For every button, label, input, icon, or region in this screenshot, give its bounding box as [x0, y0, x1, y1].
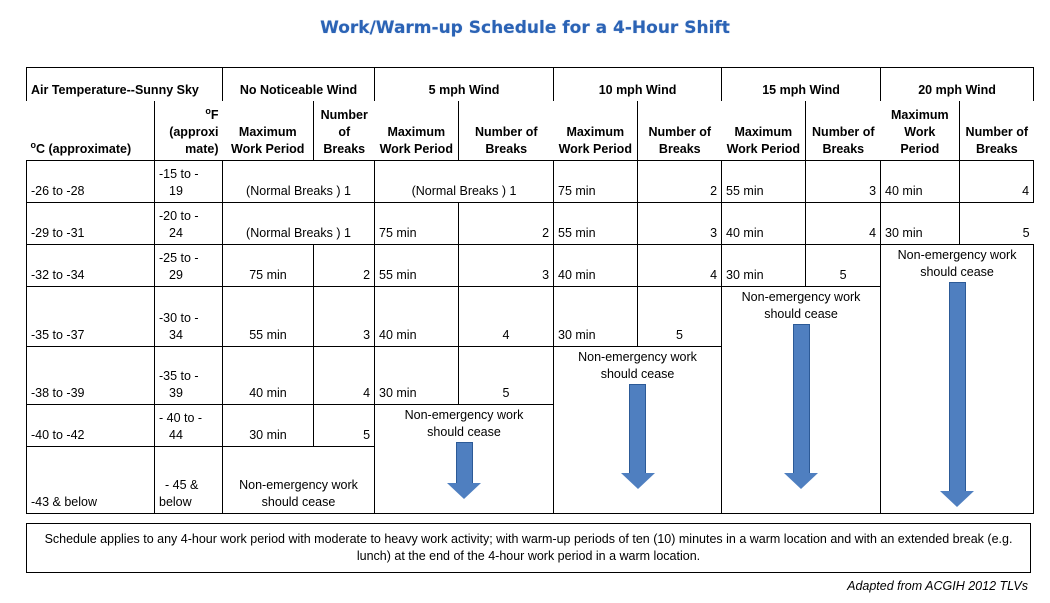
- source-credit: Adapted from ACGIH 2012 TLVs: [847, 579, 1028, 593]
- cell-breaks: 5: [806, 244, 881, 286]
- cell-work: 40 min: [722, 202, 806, 244]
- cell-breaks: 5: [459, 346, 554, 404]
- down-arrow-icon: [621, 384, 655, 489]
- cease-cell-0: Non-emergency work should cease: [223, 446, 375, 513]
- breaks-header-0: Number of Breaks: [314, 101, 375, 161]
- down-arrow-icon: [784, 324, 818, 489]
- temp-f-row: -35 to - 39: [155, 346, 223, 404]
- temp-f-row: - 40 to - 44: [155, 404, 223, 446]
- cell-work: 55 min: [375, 244, 459, 286]
- cell-breaks: 3: [314, 286, 375, 346]
- temp-f-row: - 45 & below: [155, 446, 223, 513]
- cease-cell-20: [881, 244, 1034, 513]
- down-arrow-icon: [447, 442, 481, 499]
- cell-work: 55 min: [722, 160, 806, 202]
- wind-header-15: 15 mph Wind: [722, 68, 881, 101]
- schedule-note: Schedule applies to any 4-hour work period with moderate to heavy work activity; with warm-up periods of ten (10) minutes in a warm location and with an extended break (e.g. lunch) at the end of the 4-hour work period in a warm location.: [26, 523, 1031, 573]
- max-work-header-20: Maximum Work Period: [881, 101, 960, 161]
- temp-c-row: -40 to -42: [27, 404, 155, 446]
- cell-breaks: 5: [638, 286, 722, 346]
- breaks-header-15: Number of Breaks: [806, 101, 881, 161]
- cell-normal-breaks: (Normal Breaks ) 1: [375, 160, 554, 202]
- max-work-header-5: Maximum Work Period: [375, 101, 459, 161]
- celsius-header: $^o$C (approximate): [27, 101, 155, 161]
- cell-work: 30 min: [881, 202, 960, 244]
- temp-f-row: -25 to - 29: [155, 244, 223, 286]
- temp-f-row: -20 to - 24: [155, 202, 223, 244]
- cell-breaks: 4: [638, 244, 722, 286]
- cell-work: 75 min: [375, 202, 459, 244]
- wind-header-0: No Noticeable Wind: [223, 68, 375, 101]
- temp-c-row: -32 to -34: [27, 244, 155, 286]
- max-work-header-10: Maximum Work Period: [554, 101, 638, 161]
- cell-work: 30 min: [554, 286, 638, 346]
- cell-breaks: 4: [314, 346, 375, 404]
- cell-breaks: 2: [314, 244, 375, 286]
- wind-header-5: 5 mph Wind: [375, 68, 554, 101]
- cease-text-10: Non-emergency work should cease: [578, 349, 697, 381]
- cell-breaks: 3: [459, 244, 554, 286]
- cell-breaks: 2: [459, 202, 554, 244]
- cell-breaks: 4: [459, 286, 554, 346]
- cell-work: 30 min: [223, 404, 314, 446]
- cell-work: 55 min: [223, 286, 314, 346]
- cell-work: 40 min: [881, 160, 960, 202]
- cell-work: 30 min: [722, 244, 806, 286]
- cease-text-20: Non-emergency work should cease: [897, 247, 1017, 279]
- air-temp-header: Air Temperature--Sunny Sky: [27, 68, 223, 101]
- wind-header-10: 10 mph Wind: [554, 68, 722, 101]
- temp-f-row: -30 to - 34: [155, 286, 223, 346]
- cell-breaks: 3: [806, 160, 881, 202]
- page-title: Work/Warm-up Schedule for a 4-Hour Shift: [320, 18, 730, 38]
- max-work-header-0: Maximum Work Period: [223, 101, 314, 161]
- cell-normal-breaks: (Normal Breaks ) 1: [223, 202, 375, 244]
- cell-breaks: 5: [960, 202, 1034, 244]
- cease-text-15: Non-emergency work should cease: [741, 289, 861, 321]
- cell-work: 75 min: [554, 160, 638, 202]
- cell-breaks: 5: [314, 404, 375, 446]
- temp-c-row: -38 to -39: [27, 346, 155, 404]
- down-arrow-icon: [940, 282, 974, 507]
- fahrenheit-header: $^o$F (approxi mate): [155, 101, 223, 161]
- breaks-header-5: Number of Breaks: [459, 101, 554, 161]
- cease-cell-5: [375, 404, 554, 513]
- cease-text-5: Non-emergency work should cease: [404, 407, 524, 439]
- breaks-header-20: Number of Breaks: [960, 101, 1034, 161]
- cease-cell-10: [554, 346, 722, 513]
- cell-work: 30 min: [375, 346, 459, 404]
- cell-breaks: 4: [806, 202, 881, 244]
- cell-work: 40 min: [375, 286, 459, 346]
- temp-c-row: -43 & below: [27, 446, 155, 513]
- wind-header-20: 20 mph Wind: [881, 68, 1034, 101]
- temp-c-row: -26 to -28: [27, 160, 155, 202]
- max-work-header-15: Maximum Work Period: [722, 101, 806, 161]
- cell-breaks: 3: [638, 202, 722, 244]
- cease-cell-15: [722, 286, 881, 513]
- cell-breaks: 2: [638, 160, 722, 202]
- cell-normal-breaks: (Normal Breaks ) 1: [223, 160, 375, 202]
- cell-work: 75 min: [223, 244, 314, 286]
- cell-work: 40 min: [223, 346, 314, 404]
- schedule-table: [26, 67, 1034, 514]
- temp-f-row: -15 to - 19: [155, 160, 223, 202]
- cell-work: 55 min: [554, 202, 638, 244]
- temp-c-row: -35 to -37: [27, 286, 155, 346]
- breaks-header-10: Number of Breaks: [638, 101, 722, 161]
- temp-c-row: -29 to -31: [27, 202, 155, 244]
- cell-breaks: 4: [960, 160, 1034, 202]
- cell-work: 40 min: [554, 244, 638, 286]
